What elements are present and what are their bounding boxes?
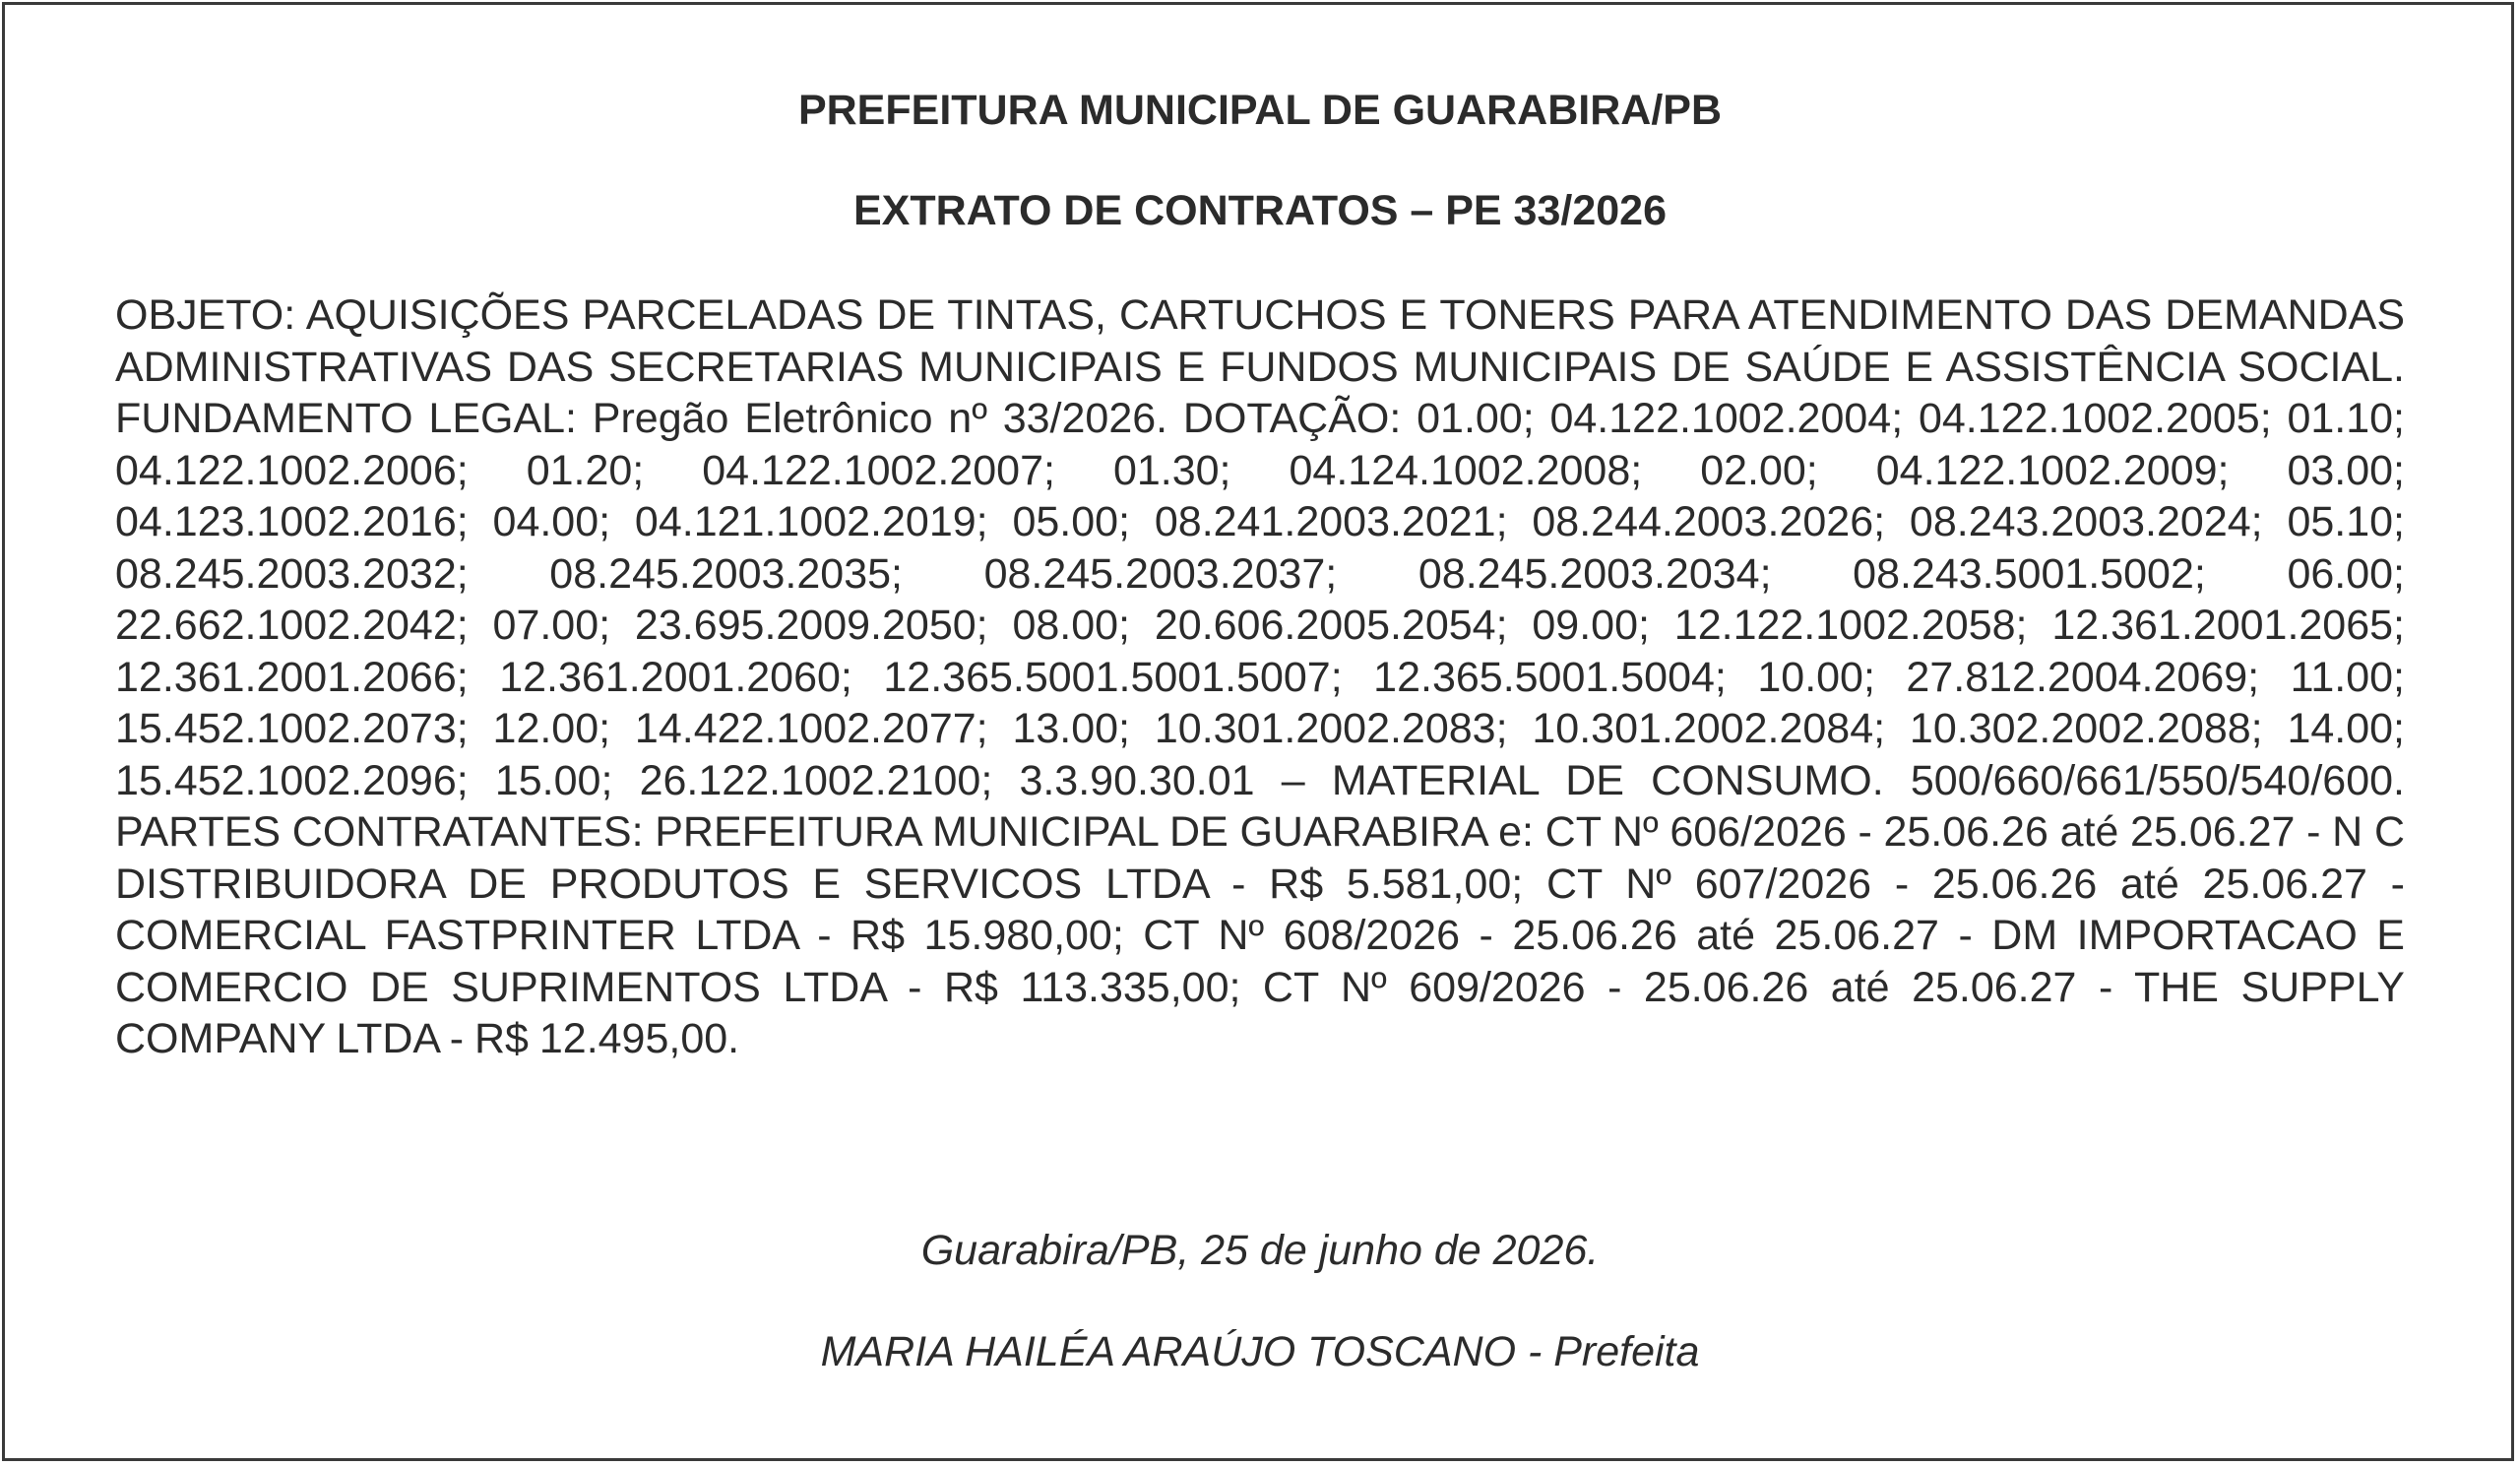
contract-extract-body: OBJETO: AQUISIÇÕES PARCELADAS DE TINTAS, CARTUCHOS E TONERS PARA ATENDIMENTO DAS DEMANDAS ADMINISTRATIVAS DAS SECRETARIAS MUNICIPAIS E FUNDOS MUNICIPAIS DE SAÚDE E ASSISTÊNCIA SOCIAL. FUNDAMENTO LEGAL: Pregão Eletrônico nº 33/2026. DOTAÇÃO: 01.00; 04.122.1002.2004; 04.122.1002.2005; 01.10; 04.122.1002.2006; 01.20; 04.122.1002.2007; 01.30; 04.124.1002.2008; 02.00; 04.122.1002.2009; 03.00; 04.123.1002.2016; 04.00; 04.121.1002.2019; 05.00; 08.241.2003.2021; 08.244.2003.2026; 08.243.2003.2024; 05.10; 08.245.2003.2032; 08.245.2003.2035; 08.245.2003.2037; 08.245.2003.2034; 08.243.5001.5002; 06.00; 22.662.1002.2042; 07.00; 23.695.2009.2050; 08.00; 20.606.2005.2054; 09.00; 12.122.1002.2058; 12.361.2001.2065; 12.361.2001.2066; 12.361.2001.2060; 12.365.5001.5001.5007; 12.365.5001.5004; 10.00; 27.812.2004.2069; 11.00; 15.452.1002.2073; 12.00; 14.422.1002.2077; 13.00; 10.301.2002.2083; 10.301.2002.2084; 10.302.2002.2088; 14.00; 15.452.1002.2096; 15.00; 26.122.1002.2100; 3.3.90.30.01 – MATERIAL DE CONSUMO. 500/660/661/550/540/600. PARTES CONTRATANTES: PREFEITURA MUNICIPAL DE GUARABIRA e: CT Nº 606/2026 - 25.06.26 até 25.06.27 - N C DISTRIBUIDORA DE PRODUTOS E SERVICOS LTDA - R$ 5.581,00; CT Nº 607/2026 - 25.06.26 até 25.06.27 - COMERCIAL FASTPRINTER LTDA - R$ 15.980,00; CT Nº 608/2026 - 25.06.26 até 25.06.27 - DM IMPORTACAO E COMERCIO DE SUPRIMENTOS LTDA - R$ 113.335,00; CT Nº 609/2026 - 25.06.26 até 25.06.27 - THE SUPPLY COMPANY LTDA - R$ 12.495,00. [115, 291, 2405, 1062]
document-title: EXTRATO DE CONTRATOS – PE 33/2026 [852, 187, 1667, 234]
signatory-name: MARIA HAILÉA ARAÚJO TOSCANO - Prefeita [820, 1328, 1700, 1375]
place-and-date: Guarabira/PB, 25 de junho de 2026. [920, 1227, 1600, 1274]
organization-heading: PREFEITURA MUNICIPAL DE GUARABIRA/PB [797, 87, 1723, 134]
